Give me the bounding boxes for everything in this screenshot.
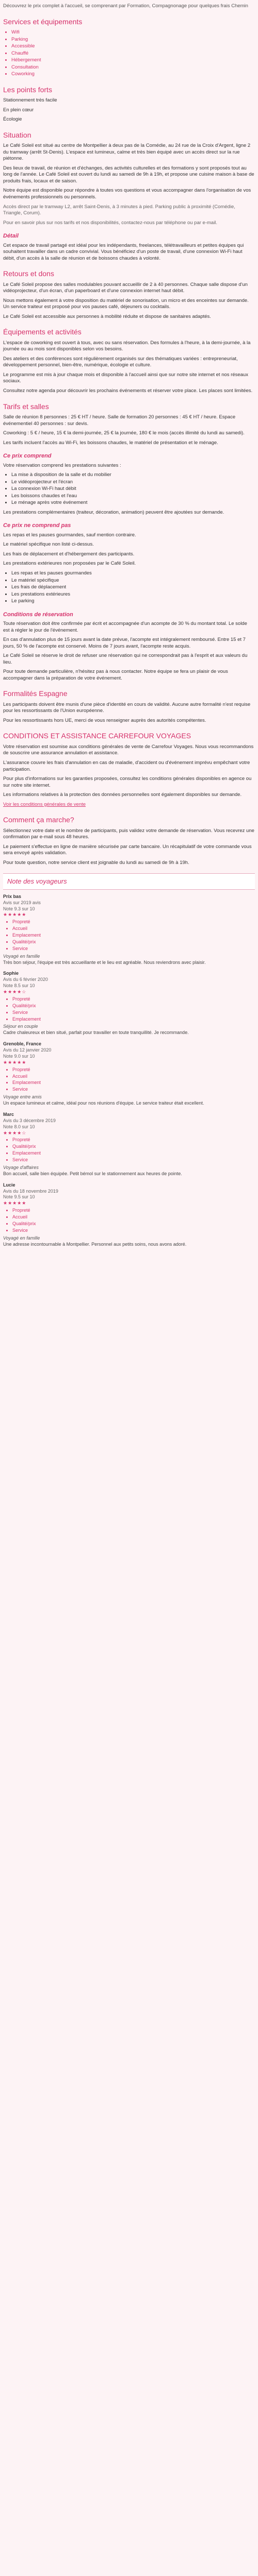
services-list xyxy=(3,29,255,78)
review-author: Marc xyxy=(3,1111,14,1117)
review-stars: ★★★★★ xyxy=(3,1200,27,1206)
review-criterion: • Emplacement xyxy=(12,933,255,939)
propose-item: • Les boissons chaudes et l'eau xyxy=(11,493,255,500)
propose-list xyxy=(3,472,255,506)
equip2-text xyxy=(3,340,255,395)
review xyxy=(3,1041,255,1107)
comment-text xyxy=(3,828,255,867)
acces-note: Accès direct par le tramway L2, arrêt Saint-Denis, à 3 minutes à pied. Parking public à proximité (Comédie, Triangle, Corum). xyxy=(3,204,235,216)
compris-item: • Le matériel spécifique xyxy=(11,578,255,584)
review-meta: Avis du 12 janvier 2020 xyxy=(3,1047,52,1053)
review-criterion: • Emplacement xyxy=(12,1080,255,1086)
review-text: Un espace lumineux et calme, idéal pour nos réunions d'équipe. Le service traiteur était excellent. xyxy=(3,1100,204,1106)
assurance-paragraph: Les participants doivent être munis d'une pièce d'identité en cours de validité. Aucune autre formalité n'est requise pour les ressortissants de l'Union européenne. xyxy=(3,701,251,714)
review-criterion: • Propreté xyxy=(12,1208,255,1214)
review-criteria xyxy=(3,1208,255,1234)
review-meta: Avis du 18 novembre 2019 xyxy=(3,1188,58,1194)
tarifs-paragraph: Salle de réunion 8 personnes : 25 € HT / heure. Salle de formation 20 personnes : 45 € HT / heure. Espace événementiel 40 personnes : sur devis. xyxy=(3,414,236,427)
points-forts-item: Écologie xyxy=(3,116,22,123)
review-criterion: • Qualité/prix xyxy=(12,1144,255,1150)
equipements-paragraph: Le Café Soleil est accessible aux personnes à mobilité réduite et dispose de sanitaires adaptés. xyxy=(3,313,211,319)
review-author: Sophie xyxy=(3,971,19,976)
review-criterion: • Emplacement xyxy=(12,1016,255,1023)
services-title: Services et équipements xyxy=(3,17,83,26)
comment-title: Comment ça marche? xyxy=(3,816,74,824)
review-author: Grenoble, France xyxy=(3,1041,42,1047)
review-criterion: • Qualité/prix xyxy=(12,1221,255,1227)
review-criterion: • Propreté xyxy=(12,1137,255,1143)
situation-paragraph: Le Café Soleil est situé au centre de Montpellier à deux pas de la Comédie, au 24 rue de la Croix d'Argent, ligne 2 du tramway (arrêt St-Denis). L'espace est lumineux, calme et très bien équipé avec un accès direct sur la rue piétonne. xyxy=(3,143,251,162)
review-criterion: • Accueil xyxy=(12,1074,255,1080)
propose-title: Ce prix comprend xyxy=(3,453,52,460)
cgv-text xyxy=(3,744,255,799)
service-item: • Parking xyxy=(11,37,255,43)
review-criterion: • Service xyxy=(12,1087,255,1093)
review-meta: Avis du 6 février 2020 xyxy=(3,977,48,982)
equipements-title: Retours et dons xyxy=(3,269,54,278)
points-forts-item: Stationnement très facile xyxy=(3,97,57,104)
compris-paragraph: Le matériel spécifique non listé ci-dessus. xyxy=(3,541,94,548)
review-criterion: • Service xyxy=(12,1010,255,1016)
conditions-text xyxy=(3,621,255,682)
review-criterion: • Qualité/prix xyxy=(12,1003,255,1009)
cgv-link[interactable]: Voir les conditions générales de vente xyxy=(3,801,86,807)
detail-title: Détail xyxy=(3,233,19,240)
conditions-paragraph: En cas d'annulation plus de 15 jours avant la date prévue, l'acompte est intégralement remboursé. Entre 15 et 7 jours, 50 % de l'acompte est conservé. Moins de 7 jours avant, l'acompte reste acquis. xyxy=(3,637,246,649)
points-forts-title: Les points forts xyxy=(3,85,52,94)
compris-text xyxy=(3,532,255,567)
review-text: Très bon séjour, l'équipe est très accueillante et le lieu est agréable. Nous reviendrons avec plaisir. xyxy=(3,959,206,965)
comment-paragraph: Sélectionnez votre date et le nombre de participants, puis validez votre demande de réservation. Vous recevrez une confirmation par e-mail sous 48 heures. xyxy=(3,827,254,840)
compris-item: • Les repas et les pauses gourmandes xyxy=(11,570,255,577)
equip2-paragraph: Le programme est mis à jour chaque mois et disponible à l'accueil ainsi que sur notre site internet et nos réseaux sociaux. xyxy=(3,371,248,384)
review xyxy=(3,1112,255,1177)
acces-map-note: Pour en savoir plus sur nos tarifs et nos disponibilités, contactez-nous par téléphone ou par e-mail. xyxy=(3,219,218,226)
review-criterion: • Emplacement xyxy=(12,1150,255,1157)
service-item: • Accessible xyxy=(11,43,255,50)
review-score: Note 8.0 sur 10 xyxy=(3,1124,35,1129)
propose-item: • La mise à disposition de la salle et du mobilier xyxy=(11,472,255,479)
cgv-paragraph: Les informations relatives à la protection des données personnelles sont également disponibles sur demande. xyxy=(3,792,242,798)
review-stars: ★★★★☆ xyxy=(3,989,27,995)
review-stars: ★★★★★ xyxy=(3,912,27,918)
review-text: Bon accueil, salle bien équipée. Petit bémol sur le stationnement aux heures de pointe. xyxy=(3,1171,182,1176)
compris-list xyxy=(3,570,255,605)
review-author: Lucie xyxy=(3,1182,15,1188)
review-criterion: • Propreté xyxy=(12,1067,255,1073)
comment-paragraph: Le paiement s'effectue en ligne de manière sécurisée par carte bancaire. Un récapitulatif de votre commande vous sera envoyé après validation. xyxy=(3,843,252,856)
conditions-paragraph: Toute réservation doit être confirmée par écrit et accompagnée d'un acompte de 30 % du montant total. Le solde est à régler le jour de l'événement. xyxy=(3,621,247,633)
compris-title: Ce prix ne comprend pas xyxy=(3,522,71,529)
propose-intro: Votre réservation comprend les prestations suivantes : xyxy=(3,462,121,468)
equip2-paragraph: Des ateliers et des conférences sont régulièrement organisés sur des thématiques variées : entrepreneuriat, développement personnel, bien-être, numérique, écologie et culture. xyxy=(3,355,238,368)
equipements-paragraph: Le Café Soleil propose des salles modulables pouvant accueillir de 2 à 40 personnes. Chaque salle dispose d'un vidéoprojecteur, d'un écran, d'un paperboard et d'une connexion internet haut débit. xyxy=(3,281,248,294)
review-trip-type: Voyage entre amis xyxy=(3,1094,42,1100)
review xyxy=(3,1182,255,1248)
review-trip-type: Voyage d'affaires xyxy=(3,1164,39,1170)
notes-title: Note des voyageurs xyxy=(7,877,67,886)
tarifs-text xyxy=(3,414,255,446)
review-meta: Avis du 3 décembre 2019 xyxy=(3,1117,56,1123)
tarifs-paragraph: Les tarifs incluent l'accès au Wi-Fi, les boissons chaudes, le matériel de présentation et le ménage. xyxy=(3,439,218,446)
review xyxy=(3,971,255,1036)
compris-item: • Le parking xyxy=(11,598,255,605)
review-criterion: • Qualité/prix xyxy=(12,939,255,945)
review-criterion: • Accueil xyxy=(12,1214,255,1221)
compris-item: • Les prestations extérieures xyxy=(11,591,255,598)
review-score: Note 8.5 sur 10 xyxy=(3,983,35,989)
reviews-list xyxy=(3,894,255,1248)
review-criterion: • Accueil xyxy=(12,926,255,932)
points-forts-item: En plein cœur xyxy=(3,107,34,113)
review-score: Note 9.0 sur 10 xyxy=(3,1053,35,1059)
propose-item: • Le vidéoprojecteur et l'écran xyxy=(11,479,255,486)
review-score: Note 9.3 sur 10 xyxy=(3,906,35,911)
service-item: • Wifi xyxy=(11,29,255,36)
review-author: Prix bas xyxy=(3,893,22,899)
review-stars: ★★★★☆ xyxy=(3,1130,27,1136)
equipements-text xyxy=(3,282,255,320)
review-meta: Avis sur 2019 avis xyxy=(3,900,41,905)
assurance-paragraph: Pour les ressortissants hors UE, merci de vous renseigner auprès des autorités compétentes. xyxy=(3,717,206,723)
compris-paragraph: Les repas et les pauses gourmandes, sauf mention contraire. xyxy=(3,532,136,538)
page xyxy=(0,0,258,1247)
review-criteria xyxy=(3,1067,255,1093)
propose-item: • La connexion Wi-Fi haut débit xyxy=(11,486,255,493)
tarifs-paragraph: Coworking : 5 € / heure, 15 € la demi-journée, 25 € la journée, 180 € le mois (accès illimité du lundi au samedi). xyxy=(3,430,245,436)
equip2-paragraph: L'espace de coworking est ouvert à tous, avec ou sans réservation. Des formules à l'heure, à la demi-journée, à la journée ou au mois sont disponibles selon vos besoins. xyxy=(3,340,251,352)
review-criteria xyxy=(3,1137,255,1163)
review-trip-type: Séjour en couple xyxy=(3,1024,38,1029)
situation-paragraph: Des lieux de travail, de réunion et d'échanges, des activités culturelles et des formations y sont proposés tout au long de l'année. Le Café Soleil est ouvert du lundi au samedi de 9h à 19h, et propose une cuisine maison à base de produits frais, locaux et de saison. xyxy=(3,165,254,184)
compris-paragraph: Les frais de déplacement et d'hébergement des participants. xyxy=(3,551,135,557)
conditions-paragraph: Le Café Soleil se réserve le droit de refuser une réservation qui ne correspondrait pas à l'esprit et aux valeurs du lieu. xyxy=(3,653,248,665)
review-stars: ★★★★★ xyxy=(3,1059,27,1065)
review xyxy=(3,894,255,966)
cgv-paragraph: Votre réservation est soumise aux conditions générales de vente de Carrefour Voyages. Nous vous recommandons de souscrire une assurance annulation et assistance. xyxy=(3,743,254,756)
conditions-title: Conditions de réservation xyxy=(3,611,73,618)
cgv-paragraph: L'assurance couvre les frais d'annulation en cas de maladie, d'accident ou d'événement imprévu empêchant votre participation. xyxy=(3,760,250,772)
cgv-title: CONDITIONS ET ASSISTANCE CARREFOUR VOYAGES xyxy=(3,732,191,740)
service-item: • Hébergement xyxy=(11,57,255,64)
review-criterion: • Service xyxy=(12,946,255,952)
propose-after: Les prestations complémentaires (traiteur, décoration, animation) peuvent être ajoutées sur demande. xyxy=(3,509,224,515)
review-text: Cadre chaleureux et bien situé, parfait pour travailler en toute tranquillité. Je recommande. xyxy=(3,1030,189,1036)
review-trip-type: Voyagé en famille xyxy=(3,1235,40,1241)
notes-banner xyxy=(3,873,255,890)
service-item: • Coworking xyxy=(11,71,255,78)
review-criterion: • Service xyxy=(12,1228,255,1234)
situation-text xyxy=(3,143,255,200)
review-trip-type: Voyagé en famille xyxy=(3,953,40,959)
detail-text: Cet espace de travail partagé est idéal pour les indépendants, freelances, télétravailleurs et petites équipes qui souhaitent travailler dans un cadre convivial. Vous bénéficiez d'un poste de travail, d'une connexion Wi-Fi haut débit, d'un accès à la salle de réunion et de boissons chaudes à volonté. xyxy=(3,242,244,261)
review-criteria xyxy=(3,996,255,1023)
review-text: Une adresse incontournable à Montpellier. Personnel aux petits soins, nous avons adoré. xyxy=(3,1241,187,1247)
conditions-paragraph: Pour toute demande particulière, n'hésitez pas à nous contacter. Notre équipe se fera un plaisir de vous accompagner dans la préparation de votre événement. xyxy=(3,669,228,681)
situation-title: Situation xyxy=(3,130,31,139)
service-item: • Consultation xyxy=(11,64,255,71)
review-criterion: • Propreté xyxy=(12,996,255,1003)
compris-paragraph: Les prestations extérieures non proposées par le Café Soleil. xyxy=(3,561,136,567)
assurance-text xyxy=(3,702,255,724)
cgv-paragraph: Pour plus d'informations sur les garanties proposées, consultez les conditions générales disponibles en agence ou sur notre site internet. xyxy=(3,776,252,788)
review-criterion: • Service xyxy=(12,1157,255,1163)
comment-paragraph: Pour toute question, notre service client est joignable du lundi au samedi de 9h à 19h. xyxy=(3,859,189,866)
equip2-paragraph: Consultez notre agenda pour découvrir les prochains événements et réserver votre place. Les places sont limitées. xyxy=(3,387,253,394)
propose-item: • Le ménage après votre événement xyxy=(11,500,255,506)
review-criterion: • Propreté xyxy=(12,919,255,925)
intro-text: Découvrez le prix complet à l'accueil, se comprenant par Formation, Compagnonage pour quelques frais Chemin xyxy=(3,3,248,9)
compris-item: • Les frais de déplacement xyxy=(11,584,255,591)
points-forts-list xyxy=(3,97,255,123)
equipements-paragraph: Nous mettons également à votre disposition du matériel de sonorisation, un micro et des enceintes sur demande. Un service traiteur est proposé pour vos pauses café, déjeuners ou cocktails. xyxy=(3,297,249,310)
equip2-title: Équipements et activités xyxy=(3,328,82,336)
review-score: Note 9.5 sur 10 xyxy=(3,1194,35,1200)
situation-paragraph: Notre équipe est disponible pour répondre à toutes vos questions et vous accompagner dans l'organisation de vos événements professionnels ou personnels. xyxy=(3,188,251,200)
tarifs-title: Tarifs et salles xyxy=(3,402,49,411)
service-item: • Chauffé xyxy=(11,50,255,57)
assurance-title: Formalités Espagne xyxy=(3,689,68,698)
review-criteria xyxy=(3,919,255,952)
